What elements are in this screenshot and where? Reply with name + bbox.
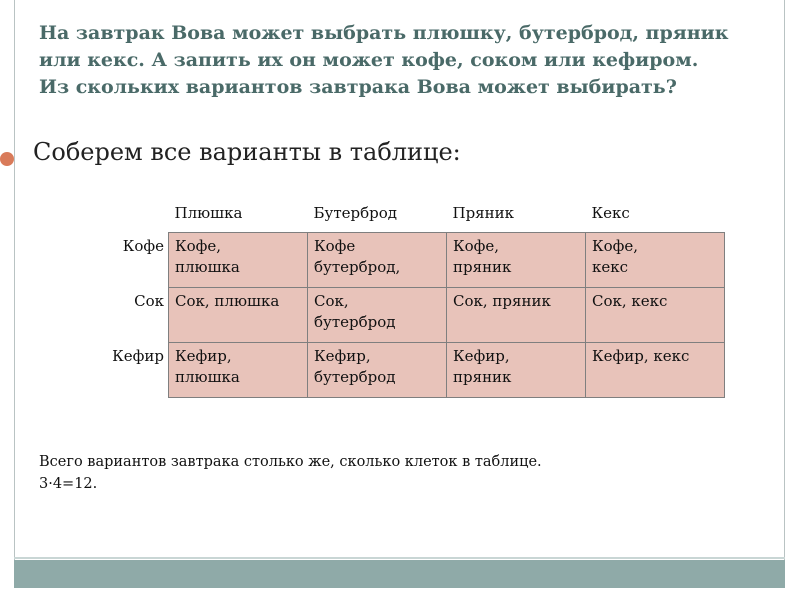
table-cell: Сок, пряник: [447, 288, 586, 343]
table-cell: Сок, бутерброд: [308, 288, 447, 343]
column-header: Бутерброд: [313, 204, 398, 222]
table-cell: Сок, кекс: [586, 288, 725, 343]
table-row: [94, 343, 725, 398]
table-cell: Кефир, плюшка: [169, 343, 308, 398]
bullet-text: Соберем все варианты в таблице:: [33, 138, 461, 166]
row-header: Кефир: [112, 346, 164, 365]
summary-line: 3·4=12.: [39, 476, 98, 492]
table-cell: Сок, плюшка: [169, 288, 308, 343]
summary-line: Всего вариантов завтрака столько же, сколько клеток в таблице.: [39, 454, 542, 470]
column-header: Пряник: [452, 204, 515, 222]
table-cell: Кефир, пряник: [447, 343, 586, 398]
table-cell: Кофе, кекс: [586, 233, 725, 288]
title-line: Из скольких вариантов завтрака Вова может выбирать?: [39, 76, 677, 98]
summary-text: [39, 451, 542, 495]
column-header: Кекс: [591, 204, 630, 222]
slide-title: [39, 20, 779, 101]
breakfast-variants-table: [94, 198, 725, 398]
slide-bottom-bar: [14, 560, 785, 588]
table-header-row: [94, 198, 725, 233]
table-row: [94, 233, 725, 288]
table-corner: [94, 198, 169, 233]
table-cell: Кофе, пряник: [447, 233, 586, 288]
row-header: Сок: [134, 291, 164, 310]
bullet-dot-icon: [0, 152, 14, 166]
title-line: На завтрак Вова может выбрать плюшку, бутерброд, пряник: [39, 22, 729, 44]
column-header: Плюшка: [174, 204, 243, 222]
title-line: или кекс. А запить их он может кофе, соком или кефиром.: [39, 49, 699, 71]
table-cell: Кефир, бутерброд: [308, 343, 447, 398]
table-cell: Кефир, кекс: [586, 343, 725, 398]
table-cell: Кофе бутерброд,: [308, 233, 447, 288]
table-cell: Кофе, плюшка: [169, 233, 308, 288]
row-header: Кофе: [122, 236, 164, 255]
table-row: [94, 288, 725, 343]
